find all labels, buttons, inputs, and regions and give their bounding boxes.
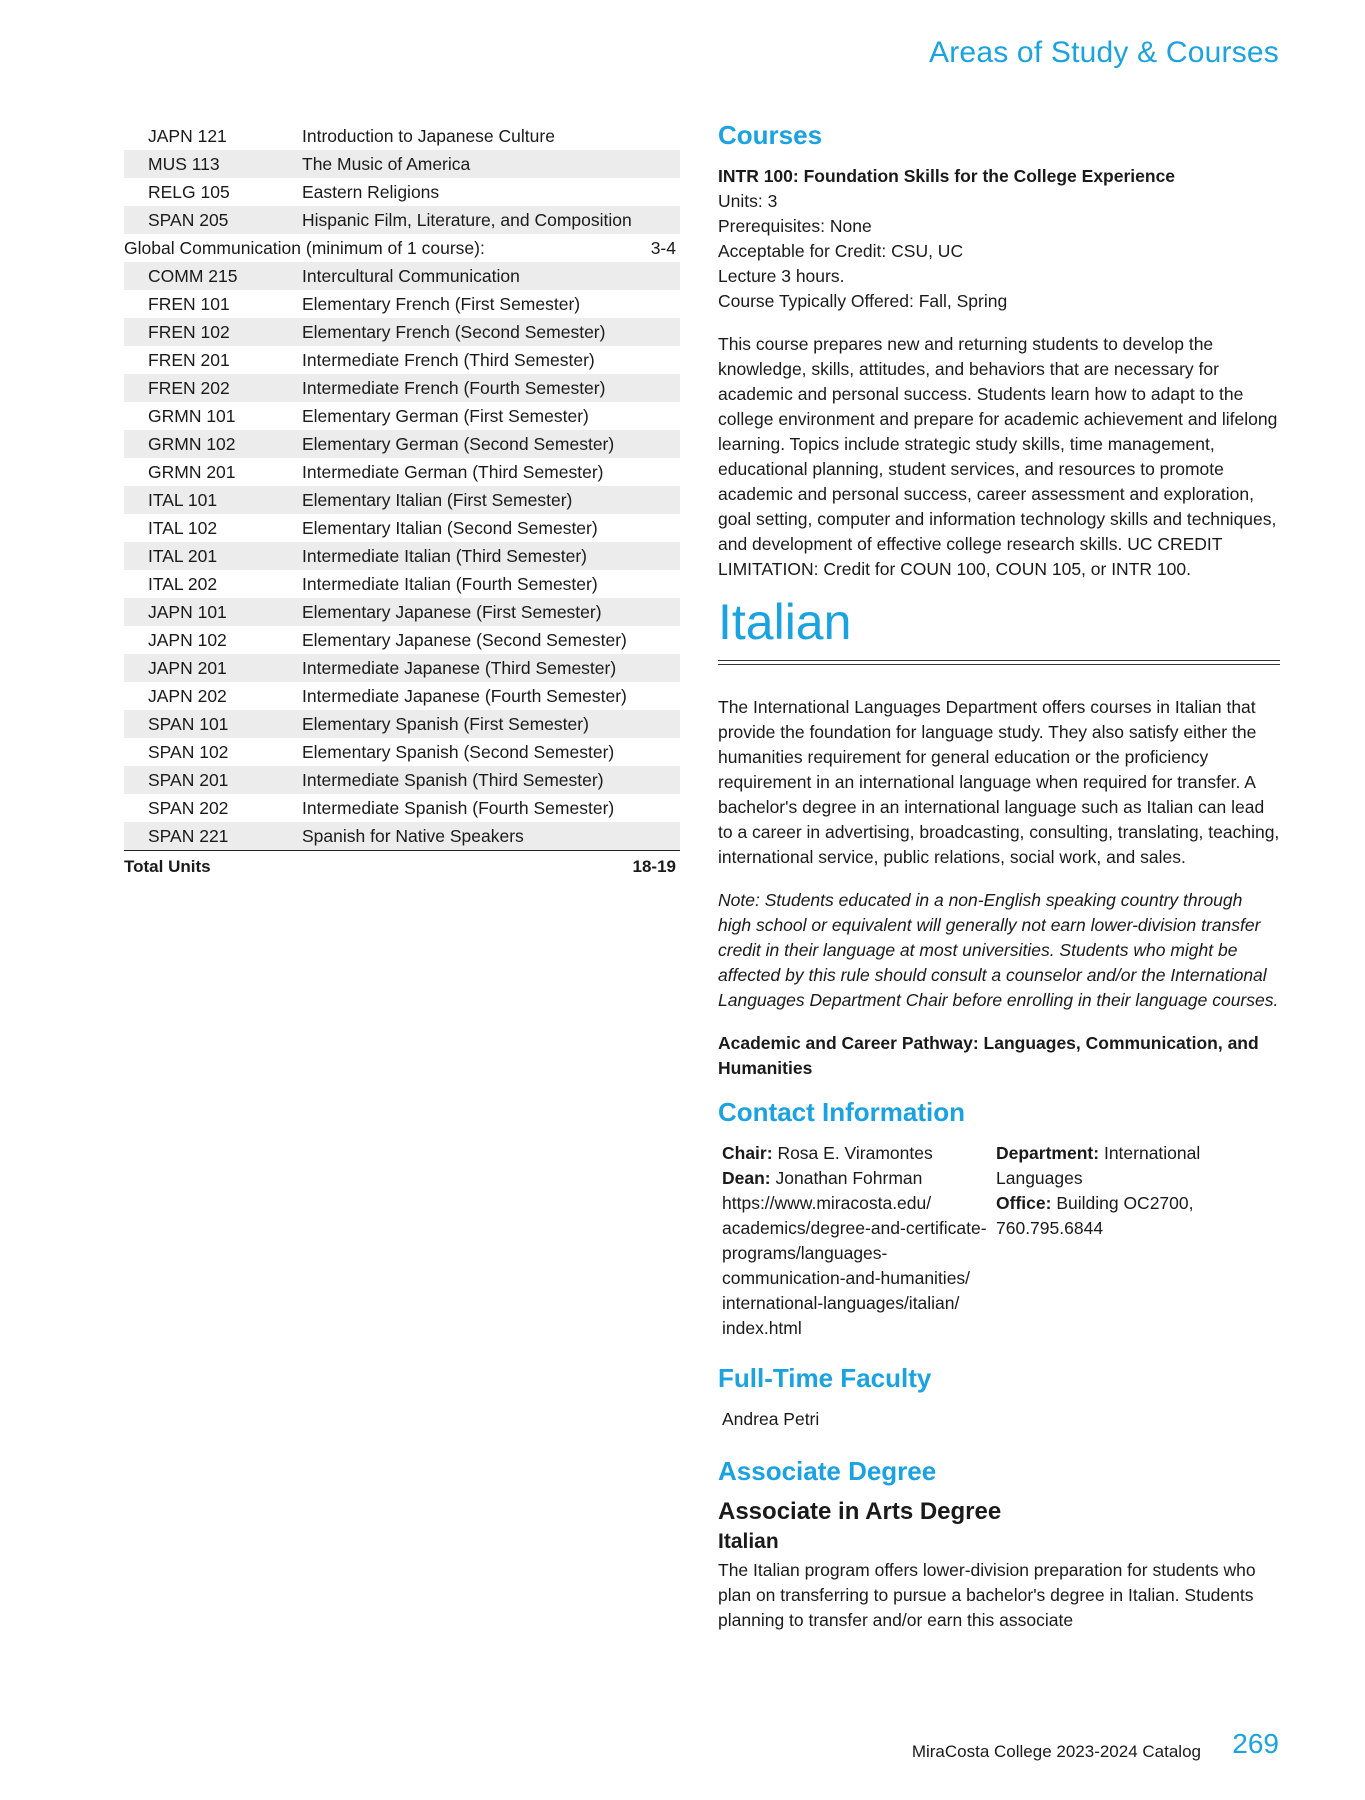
table-row <box>124 318 680 346</box>
course-name: Elementary French (First Semester) <box>302 294 581 314</box>
table-row <box>124 794 680 822</box>
table-row <box>124 570 680 598</box>
table-row <box>124 262 680 290</box>
faculty-heading: Full-Time Faculty <box>718 1363 932 1393</box>
course-code: ITAL 102 <box>148 518 218 538</box>
degree-text: The Italian program offers lower-division preparation for students who plan on transferring to pursue a bachelor's degree in Italian. Students planning to transfer and/or earn this associate <box>718 1560 1256 1630</box>
course-name: Elementary Italian (Second Semester) <box>302 518 598 538</box>
course-code: FREN 201 <box>148 350 230 370</box>
course-title: INTR 100: Foundation Skills for the College Experience <box>718 166 1176 186</box>
contact-heading: Contact Information <box>718 1097 965 1127</box>
department-value: International Languages <box>996 1143 1201 1188</box>
italian-intro: The International Languages Department offers courses in Italian that provide the foundation for language study. They also satisfy either the humanities requirement for general education or the proficiency requirement in an international language when required for transfer. A bachelor's degree in an international language such as Italian can lead to a career in advertising, broadcasting, consulting, translating, teaching, international service, public relations, social work, and sales. <box>718 697 1280 867</box>
course-code: FREN 102 <box>148 322 230 342</box>
course-description: This course prepares new and returning students to develop the knowledge, skills, attitudes, and behaviors that are necessary for academic and personal success. Students learn how to adapt to the college environment and prepare for academic achievement and lifelong learning. Topics include strategic study skills, time management, educational planning, student services, and resources to promote academic and personal success, career assessment and exploration, goal setting, computer and information technology skills and techniques, and development of effective college research skills. UC CREDIT LIMITATION: Credit for COUN 100, COUN 105, or INTR 100. <box>718 334 1278 579</box>
course-lecture: Lecture 3 hours. <box>718 266 845 286</box>
course-name: Intercultural Communication <box>302 266 520 286</box>
course-code: COMM 215 <box>148 266 238 286</box>
total-label: Total Units <box>124 857 211 876</box>
faculty-name: Andrea Petri <box>722 1409 820 1429</box>
group-row <box>124 234 680 262</box>
table-row <box>124 346 680 374</box>
section-header-title: Areas of Study & Courses <box>929 36 1279 69</box>
table-row <box>124 710 680 738</box>
italian-note: Note: Students educated in a non-English speaking country through high school or equivalent will generally not earn lower-division transfer credit in their language at most universities. Students who might be affected by this rule should consult a counselor and/or the International Languages Department Chair before enrolling in their language courses. <box>718 890 1279 1010</box>
course-units: Units: 3 <box>718 191 778 211</box>
course-name: Elementary French (Second Semester) <box>302 322 606 342</box>
table-row <box>124 654 680 682</box>
course-code: MUS 113 <box>148 154 220 174</box>
table-row <box>124 374 680 402</box>
table-row <box>124 738 680 766</box>
contact-info <box>718 1141 1280 1341</box>
courses-heading: Courses <box>718 120 823 150</box>
course-code: GRMN 201 <box>148 462 236 482</box>
table-row <box>124 626 680 654</box>
table-row <box>124 822 680 850</box>
pathway: Academic and Career Pathway: Languages, Communication, and Humanities <box>718 1033 1259 1078</box>
table-row <box>124 766 680 794</box>
course-code: JAPN 102 <box>148 630 227 650</box>
course-code: GRMN 101 <box>148 406 236 426</box>
course-code: SPAN 101 <box>148 714 229 734</box>
course-name: Elementary German (First Semester) <box>302 406 589 426</box>
course-code: SPAN 202 <box>148 798 229 818</box>
chair-value: Rosa E. Viramontes <box>777 1143 933 1163</box>
table-row <box>124 150 680 178</box>
table-row <box>124 430 680 458</box>
course-name: Spanish for Native Speakers <box>302 826 524 846</box>
table-row <box>124 514 680 542</box>
course-name: Intermediate Italian (Fourth Semester) <box>302 574 598 594</box>
office-value: Building OC2700, 760.795.6844 <box>996 1193 1194 1238</box>
degree-heading: Associate Degree <box>718 1456 937 1486</box>
course-name: Hispanic Film, Literature, and Composition <box>302 210 632 230</box>
course-code: SPAN 102 <box>148 742 229 762</box>
course-code: JAPN 101 <box>148 602 227 622</box>
total-units-row <box>124 850 680 879</box>
course-offered: Course Typically Offered: Fall, Spring <box>718 291 1008 311</box>
course-name: Elementary Japanese (First Semester) <box>302 602 602 622</box>
table-row <box>124 682 680 710</box>
course-code: FREN 202 <box>148 378 230 398</box>
course-name: Elementary Japanese (Second Semester) <box>302 630 627 650</box>
office-label: Office: <box>996 1193 1052 1213</box>
course-name: Intermediate French (Fourth Semester) <box>302 378 606 398</box>
department-label: Department: <box>996 1143 1100 1163</box>
dean-label: Dean: <box>722 1168 771 1188</box>
course-name: Intermediate Italian (Third Semester) <box>302 546 587 566</box>
table-row <box>124 486 680 514</box>
course-credit: Acceptable for Credit: CSU, UC <box>718 241 964 261</box>
course-name: Elementary Spanish (First Semester) <box>302 714 589 734</box>
table-row <box>124 178 680 206</box>
course-name: Introduction to Japanese Culture <box>302 126 555 146</box>
course-code: JAPN 202 <box>148 686 227 706</box>
footer-catalog: MiraCosta College 2023-2024 Catalog <box>911 1742 1201 1761</box>
chair-label: Chair: <box>722 1143 773 1163</box>
course-prereq: Prerequisites: None <box>718 216 872 236</box>
heading-rule <box>718 660 1280 665</box>
italian-heading: Italian <box>718 594 852 650</box>
course-name: Elementary Italian (First Semester) <box>302 490 573 510</box>
course-name: Intermediate Spanish (Third Semester) <box>302 770 604 790</box>
course-code: FREN 101 <box>148 294 230 314</box>
course-name: The Music of America <box>302 154 471 174</box>
course-code: ITAL 201 <box>148 546 218 566</box>
degree-type: Associate in Arts Degree <box>718 1498 1002 1525</box>
course-code: ITAL 101 <box>148 490 218 510</box>
table-row <box>124 290 680 318</box>
page-number: 269 <box>1232 1728 1279 1759</box>
course-code: SPAN 221 <box>148 826 229 846</box>
total-units: 18-19 <box>632 857 676 876</box>
degree-subject: Italian <box>718 1530 779 1553</box>
course-name: Intermediate Japanese (Third Semester) <box>302 658 617 678</box>
course-code: RELG 105 <box>148 182 230 202</box>
course-code: GRMN 102 <box>148 434 236 454</box>
group-units: 3-4 <box>650 238 676 258</box>
group-label: Global Communication (minimum of 1 course): <box>124 238 485 258</box>
course-code: ITAL 202 <box>148 574 218 594</box>
table-row <box>124 206 680 234</box>
course-name: Intermediate French (Third Semester) <box>302 350 595 370</box>
course-code: SPAN 205 <box>148 210 229 230</box>
table-row <box>124 458 680 486</box>
course-requirements-table <box>124 122 680 879</box>
table-row <box>124 122 680 150</box>
course-name: Eastern Religions <box>302 182 440 202</box>
dean-value: Jonathan Fohrman <box>775 1168 923 1188</box>
table-row <box>124 598 680 626</box>
course-name: Intermediate German (Third Semester) <box>302 462 604 482</box>
program-url-link[interactable]: https:/​/​www.miracosta.edu/​academics/​degree-​and-​certificate-​programs/​languages-​communication-​and-​humanities/​international-​languages/​italian/​index.html <box>722 1193 987 1338</box>
course-code: SPAN 201 <box>148 770 229 790</box>
table-row <box>124 542 680 570</box>
course-name: Intermediate Japanese (Fourth Semester) <box>302 686 627 706</box>
course-name: Elementary German (Second Semester) <box>302 434 615 454</box>
table-row <box>124 402 680 430</box>
course-name: Intermediate Spanish (Fourth Semester) <box>302 798 615 818</box>
course-code: JAPN 201 <box>148 658 227 678</box>
right-column <box>718 118 1280 1633</box>
course-name: Elementary Spanish (Second Semester) <box>302 742 615 762</box>
course-code: JAPN 121 <box>148 126 227 146</box>
